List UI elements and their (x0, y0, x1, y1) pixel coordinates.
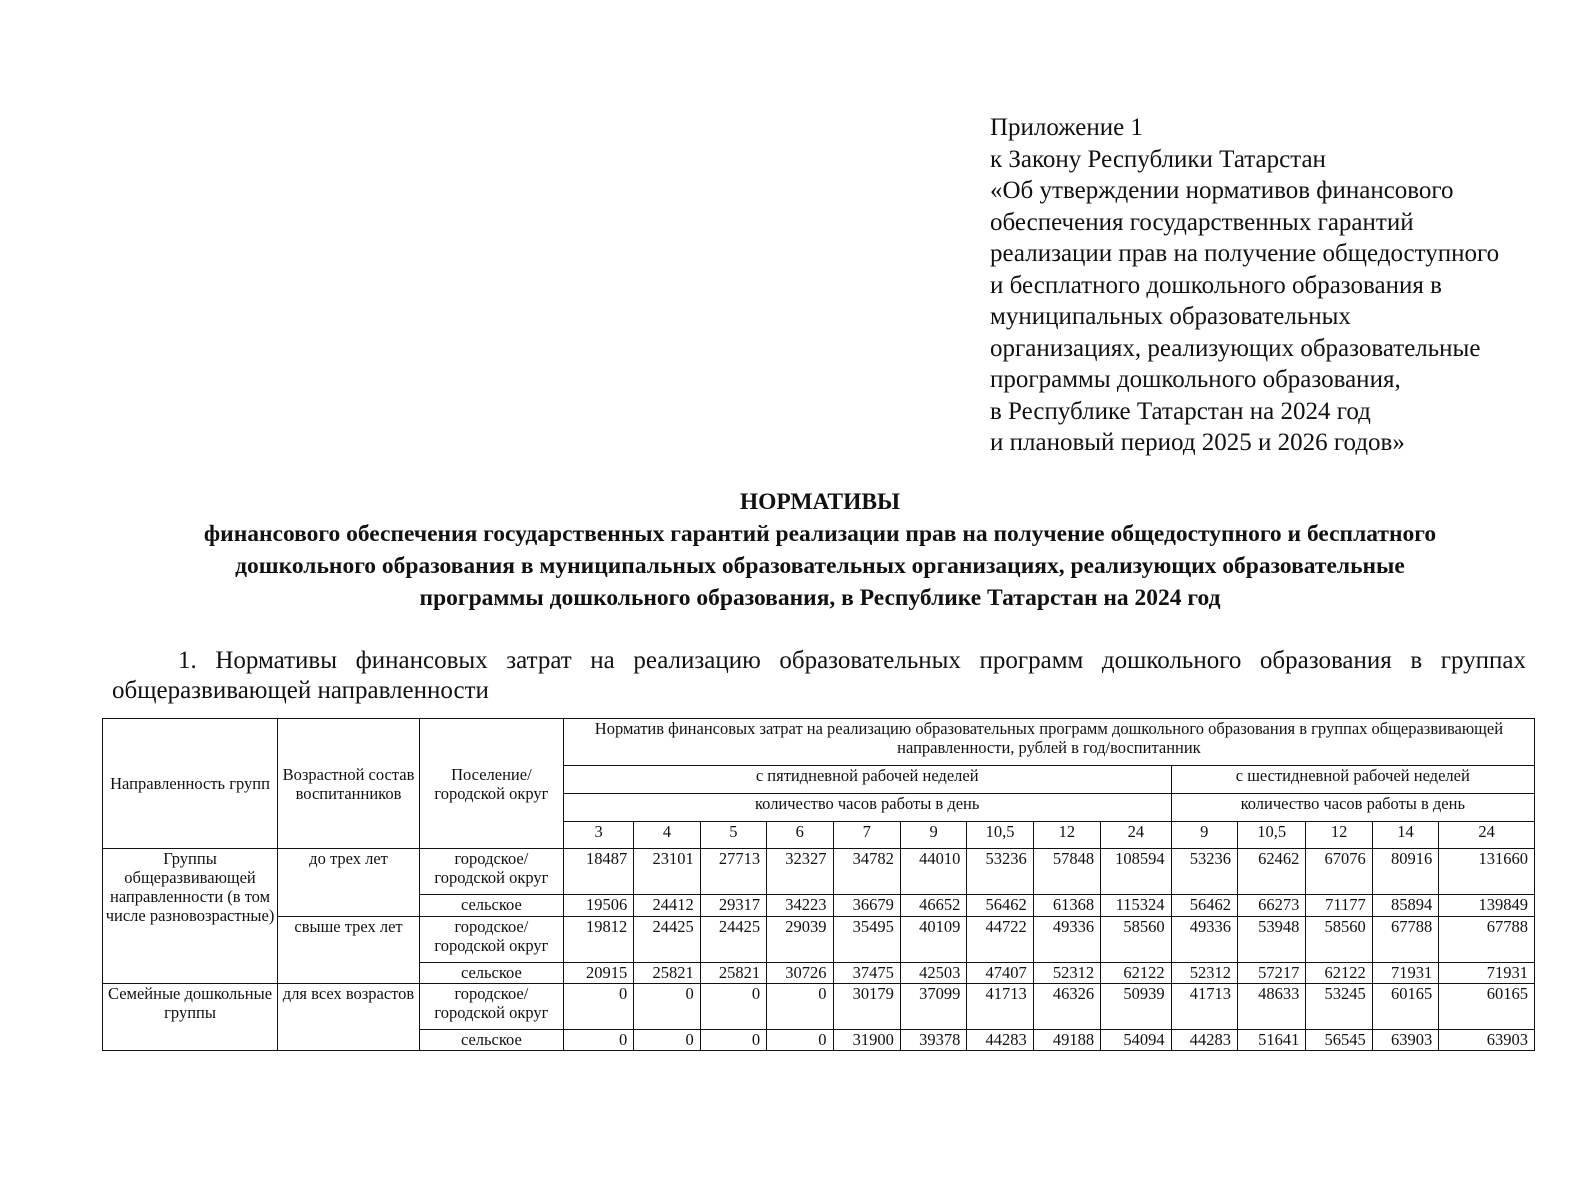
value-cell: 20915 (563, 963, 633, 984)
value-cell: 53245 (1306, 984, 1372, 1030)
value-cell: 67076 (1306, 849, 1372, 895)
value-cell: 30726 (767, 963, 833, 984)
value-cell: 30179 (833, 984, 900, 1030)
value-cell: 31900 (833, 1030, 900, 1051)
hours-cell: 12 (1033, 822, 1100, 849)
section-1-line: общеразвивающей направленности (112, 677, 489, 704)
value-cell: 51641 (1237, 1030, 1305, 1051)
settlement-cell: сельское (419, 963, 563, 984)
value-cell: 71177 (1306, 895, 1372, 917)
value-cell: 57217 (1237, 963, 1305, 984)
value-cell: 71931 (1439, 963, 1535, 984)
value-cell: 54094 (1101, 1030, 1171, 1051)
age-cell: свыше трех лет (278, 917, 420, 984)
value-cell: 41713 (967, 984, 1033, 1030)
value-cell: 52312 (1033, 963, 1100, 984)
value-cell: 0 (767, 1030, 833, 1051)
value-cell: 53948 (1237, 917, 1305, 963)
hours-cell: 12 (1306, 822, 1372, 849)
value-cell: 46652 (900, 895, 966, 917)
settlement-cell: городское/ городской округ (419, 917, 563, 963)
age-cell: для всех возрастов (278, 984, 420, 1051)
appendix-line: программы дошкольного образования, (990, 366, 1401, 393)
header-settlement: Поселение/ городской округ (419, 719, 563, 849)
value-cell: 19812 (563, 917, 633, 963)
header-hours-label: количество часов работы в день (563, 794, 1171, 822)
title-heading: НОРМАТИВЫ (739, 489, 901, 515)
value-cell: 61368 (1033, 895, 1100, 917)
header-age: Возрастной состав воспитанников (278, 719, 420, 849)
value-cell: 37475 (833, 963, 900, 984)
age-cell: до трех лет (278, 849, 420, 917)
value-cell: 44010 (900, 849, 966, 895)
value-cell: 62462 (1237, 849, 1305, 895)
value-cell: 108594 (1101, 849, 1171, 895)
title-line: дошкольного образования в муниципальных образовательных организациях, реализующих образовательные (235, 553, 1405, 579)
header-five-day: с пятидневной рабочей неделей (563, 766, 1171, 794)
value-cell: 44722 (967, 917, 1033, 963)
hours-cell: 7 (833, 822, 900, 849)
value-cell: 60165 (1372, 984, 1438, 1030)
value-cell: 139849 (1439, 895, 1535, 917)
appendix-line: муниципальных образовательных (990, 303, 1351, 330)
group-direction: Группы общеразвивающей направленности (в том числе разновозрастные) (103, 849, 278, 984)
value-cell: 25821 (700, 963, 766, 984)
value-cell: 52312 (1171, 963, 1237, 984)
value-cell: 34782 (833, 849, 900, 895)
value-cell: 63903 (1372, 1030, 1438, 1051)
hours-cell: 6 (767, 822, 833, 849)
header-norm: Норматив финансовых затрат на реализацию образовательных программ дошкольного образования в группах общеразвивающей направленности, рублей в год/воспитанник (563, 719, 1534, 766)
appendix-line: к Закону Республики Татарстан (990, 145, 1326, 173)
norms-table (102, 718, 1535, 1051)
settlement-cell: сельское (419, 1030, 563, 1051)
value-cell: 63903 (1439, 1030, 1535, 1051)
settlement-cell: городское/ городской округ (419, 849, 563, 895)
value-cell: 18487 (563, 849, 633, 895)
value-cell: 53236 (1171, 849, 1237, 895)
value-cell: 0 (767, 984, 833, 1030)
header-hours-label: количество часов работы в день (1171, 794, 1534, 822)
value-cell: 46326 (1033, 984, 1100, 1030)
hours-cell: 9 (1171, 822, 1237, 849)
appendix-line: в Республике Татарстан на 2024 год (990, 397, 1371, 425)
value-cell: 36679 (833, 895, 900, 917)
value-cell: 39378 (900, 1030, 966, 1051)
section-1-line: 1. Нормативы финансовых затрат на реализацию образовательных программ дошкольного образования в группах (178, 647, 1526, 674)
table-row (103, 849, 1535, 895)
value-cell: 49188 (1033, 1030, 1100, 1051)
hours-cell: 24 (1101, 822, 1171, 849)
header-direction: Направленность групп (103, 719, 278, 849)
value-cell: 24425 (700, 917, 766, 963)
value-cell: 85894 (1372, 895, 1438, 917)
group-direction: Семейные дошкольные группы (103, 984, 278, 1051)
appendix-line: «Об утверждении нормативов финансового (990, 177, 1454, 204)
hours-cell: 10,5 (1237, 822, 1305, 849)
value-cell: 57848 (1033, 849, 1100, 895)
table-row (103, 917, 1535, 963)
value-cell: 62122 (1101, 963, 1171, 984)
value-cell: 24425 (634, 917, 700, 963)
value-cell: 56462 (1171, 895, 1237, 917)
value-cell: 37099 (900, 984, 966, 1030)
settlement-cell: сельское (419, 895, 563, 917)
value-cell: 80916 (1372, 849, 1438, 895)
document-title (100, 486, 1540, 614)
value-cell: 60165 (1439, 984, 1535, 1030)
header-six-day: с шестидневной рабочей неделей (1171, 766, 1534, 794)
hours-cell: 5 (700, 822, 766, 849)
appendix-block (990, 112, 1560, 459)
value-cell: 71931 (1372, 963, 1438, 984)
hours-cell: 3 (563, 822, 633, 849)
value-cell: 0 (563, 984, 633, 1030)
value-cell: 67788 (1372, 917, 1438, 963)
value-cell: 58560 (1101, 917, 1171, 963)
value-cell: 35495 (833, 917, 900, 963)
value-cell: 40109 (900, 917, 966, 963)
value-cell: 56545 (1306, 1030, 1372, 1051)
title-line: программы дошкольного образования, в Республике Татарстан на 2024 год (419, 585, 1221, 611)
appendix-line: и бесплатного дошкольного образования в (990, 271, 1442, 299)
value-cell: 32327 (767, 849, 833, 895)
value-cell: 44283 (967, 1030, 1033, 1051)
title-line: финансового обеспечения государственных гарантий реализации прав на получение общедоступного и бесплатного (203, 521, 1437, 547)
value-cell: 67788 (1439, 917, 1535, 963)
value-cell: 34223 (767, 895, 833, 917)
value-cell: 0 (634, 1030, 700, 1051)
section-1-intro (112, 646, 1526, 706)
value-cell: 42503 (900, 963, 966, 984)
hours-cell: 24 (1439, 822, 1535, 849)
value-cell: 24412 (634, 895, 700, 917)
value-cell: 49336 (1033, 917, 1100, 963)
appendix-line: и плановый период 2025 и 2026 годов» (990, 429, 1405, 456)
value-cell: 56462 (967, 895, 1033, 917)
value-cell: 131660 (1439, 849, 1535, 895)
value-cell: 47407 (967, 963, 1033, 984)
value-cell: 41713 (1171, 984, 1237, 1030)
value-cell: 29039 (767, 917, 833, 963)
appendix-line: обеспечения государственных гарантий (990, 208, 1414, 236)
hours-cell: 10,5 (967, 822, 1033, 849)
value-cell: 50939 (1101, 984, 1171, 1030)
hours-cell: 14 (1372, 822, 1438, 849)
header-row (103, 719, 1535, 766)
value-cell: 66273 (1237, 895, 1305, 917)
value-cell: 23101 (634, 849, 700, 895)
appendix-line: реализации прав на получение общедоступного (990, 240, 1500, 267)
value-cell: 29317 (700, 895, 766, 917)
value-cell: 27713 (700, 849, 766, 895)
value-cell: 49336 (1171, 917, 1237, 963)
appendix-line: организациях, реализующих образовательные (990, 334, 1481, 362)
value-cell: 0 (563, 1030, 633, 1051)
value-cell: 0 (634, 984, 700, 1030)
settlement-cell: городское/ городской округ (419, 984, 563, 1030)
table-row (103, 984, 1535, 1030)
value-cell: 0 (700, 1030, 766, 1051)
value-cell: 19506 (563, 895, 633, 917)
hours-cell: 4 (634, 822, 700, 849)
value-cell: 48633 (1237, 984, 1305, 1030)
appendix-line: Приложение 1 (990, 114, 1143, 141)
value-cell: 62122 (1306, 963, 1372, 984)
value-cell: 53236 (967, 849, 1033, 895)
value-cell: 115324 (1101, 895, 1171, 917)
value-cell: 25821 (634, 963, 700, 984)
value-cell: 58560 (1306, 917, 1372, 963)
value-cell: 44283 (1171, 1030, 1237, 1051)
hours-cell: 9 (900, 822, 966, 849)
value-cell: 0 (700, 984, 766, 1030)
